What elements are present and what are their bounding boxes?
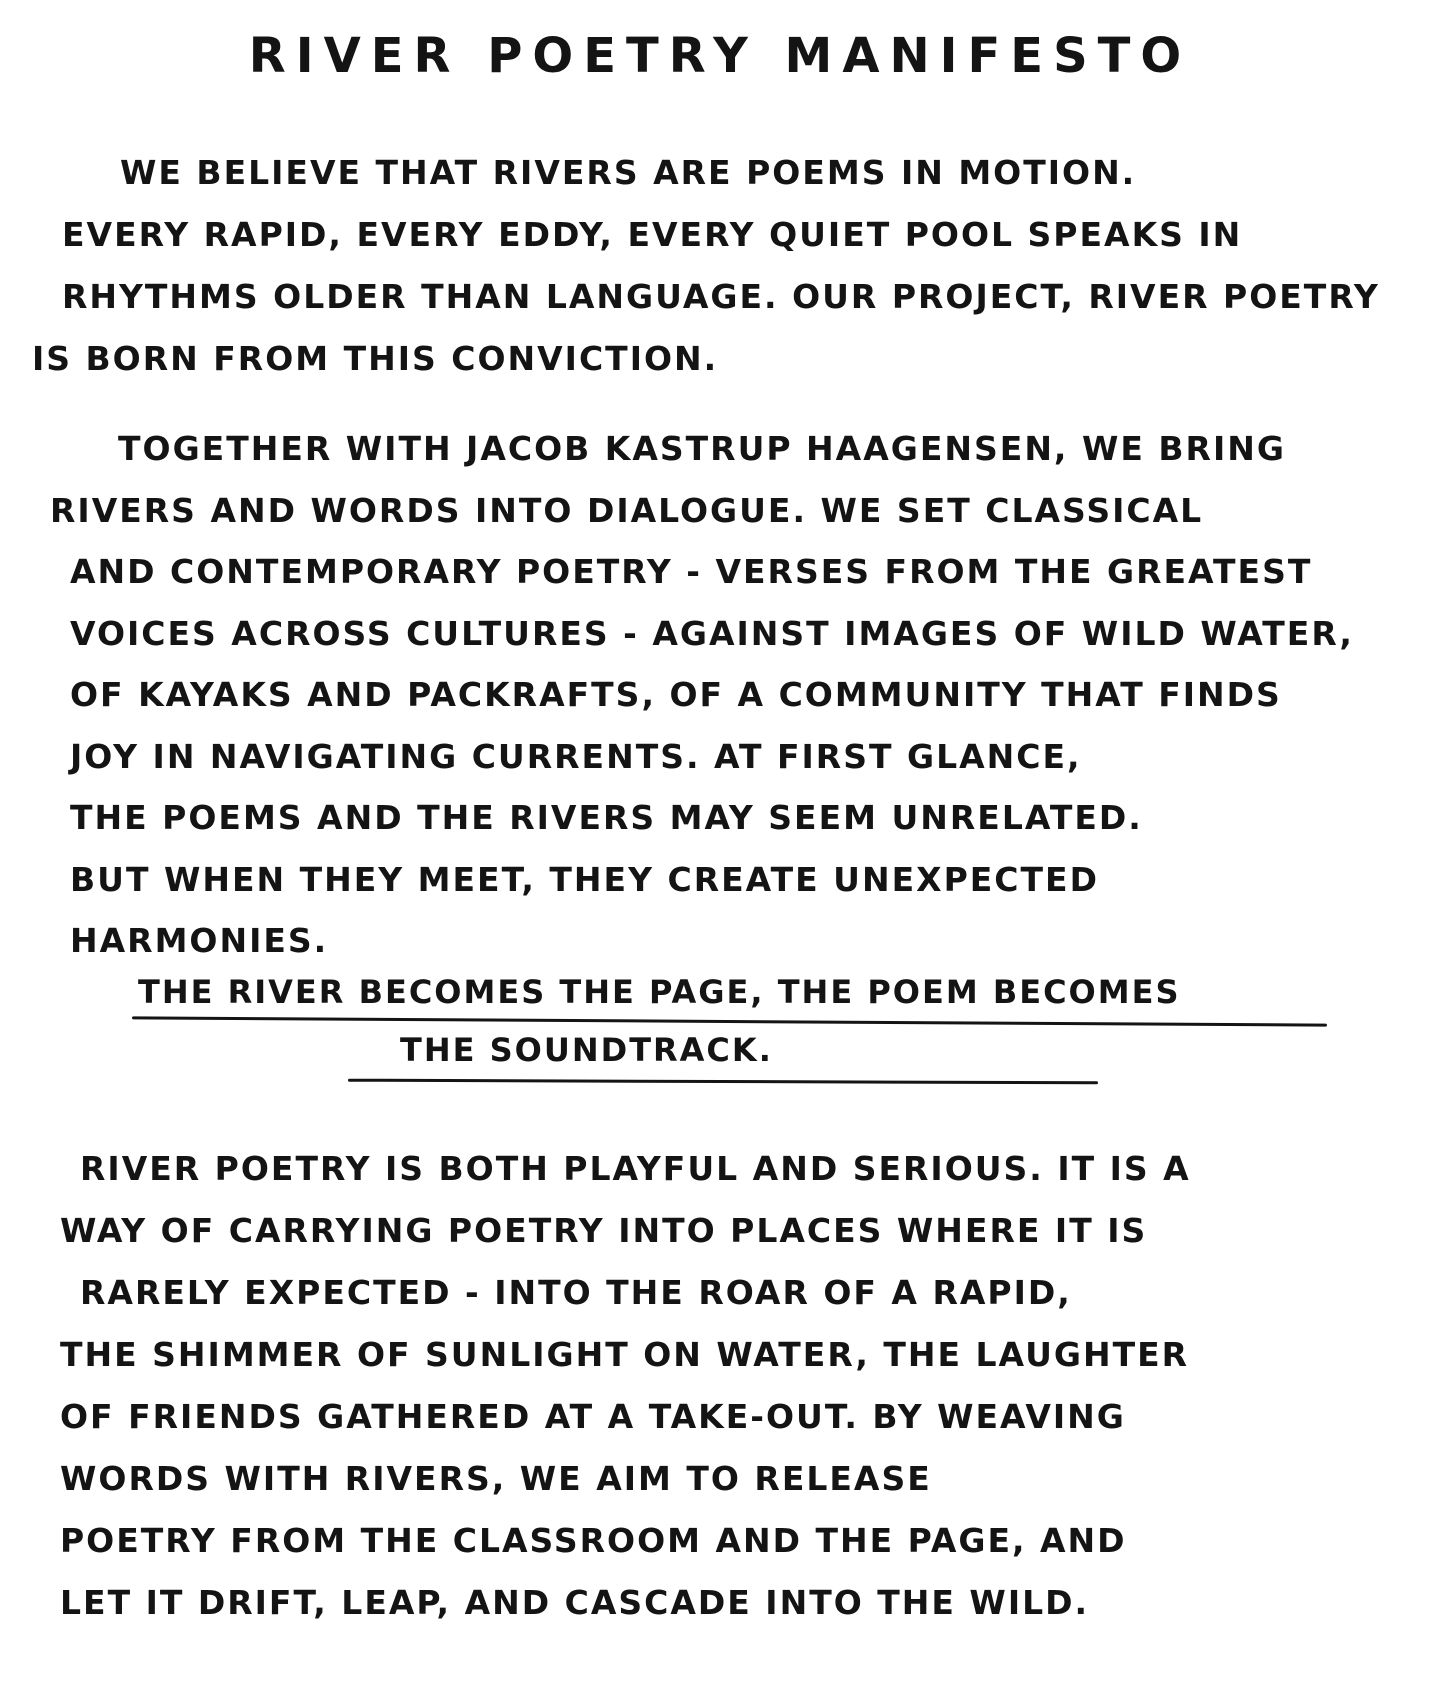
text-line: TOGETHER WITH JACOB KASTRUP HAAGENSEN, WE BRING: [118, 429, 1286, 468]
text-line: POETRY FROM THE CLASSROOM AND THE PAGE, AND: [60, 1521, 1127, 1560]
quote-line: THE SOUNDTRACK.: [400, 1031, 773, 1069]
text-line: IS BORN FROM THIS CONVICTION.: [32, 339, 719, 378]
paragraph-purpose: [60, 1138, 1191, 1634]
text-line: OF FRIENDS GATHERED AT A TAKE-OUT. BY WEAVING: [60, 1397, 1126, 1436]
text-line: WORDS WITH RIVERS, WE AIM TO RELEASE: [60, 1459, 932, 1498]
text-line: VOICES ACROSS CULTURES - AGAINST IMAGES OF WILD WATER,: [70, 613, 1354, 653]
text-line: RHYTHMS OLDER THAN LANGUAGE. OUR PROJECT, RIVER POETRY: [62, 277, 1380, 316]
text-line: RIVERS AND WORDS INTO DIALOGUE. WE SET CLASSICAL: [50, 490, 1204, 530]
text-line: BUT WHEN THEY MEET, THEY CREATE UNEXPECTED: [70, 859, 1099, 899]
text-line: JOY IN NAVIGATING CURRENTS. AT FIRST GLANCE,: [70, 736, 1082, 776]
text-line: THE POEMS AND THE RIVERS MAY SEEM UNRELATED.: [70, 798, 1143, 837]
paragraph-intro: [32, 142, 1380, 390]
text-line: LET IT DRIFT, LEAP, AND CASCADE INTO THE WILD.: [60, 1583, 1090, 1622]
quote-line: THE RIVER BECOMES THE PAGE, THE POEM BECOMES: [138, 973, 1181, 1011]
text-line: WAY OF CARRYING POETRY INTO PLACES WHERE IT IS: [60, 1211, 1148, 1250]
text-line: THE SHIMMER OF SUNLIGHT ON WATER, THE LAUGHTER: [60, 1335, 1190, 1374]
text-line: WE BELIEVE THAT RIVERS ARE POEMS IN MOTION.: [120, 153, 1137, 192]
text-line: HARMONIES.: [70, 921, 329, 960]
text-line: OF KAYAKS AND PACKRAFTS, OF A COMMUNITY THAT FINDS: [70, 675, 1282, 714]
text-line: AND CONTEMPORARY POETRY - VERSES FROM THE GREATEST: [70, 552, 1313, 591]
text-line: RARELY EXPECTED - INTO THE ROAR OF A RAPID,: [80, 1273, 1072, 1312]
text-line: RIVER POETRY IS BOTH PLAYFUL AND SERIOUS. IT IS A: [80, 1149, 1191, 1188]
text-line: EVERY RAPID, EVERY EDDY, EVERY QUIET POOL SPEAKS IN: [62, 215, 1243, 254]
paragraph-dialogue: [50, 418, 1354, 972]
manifesto-title: RIVER POETRY MANIFESTO: [248, 28, 1192, 84]
